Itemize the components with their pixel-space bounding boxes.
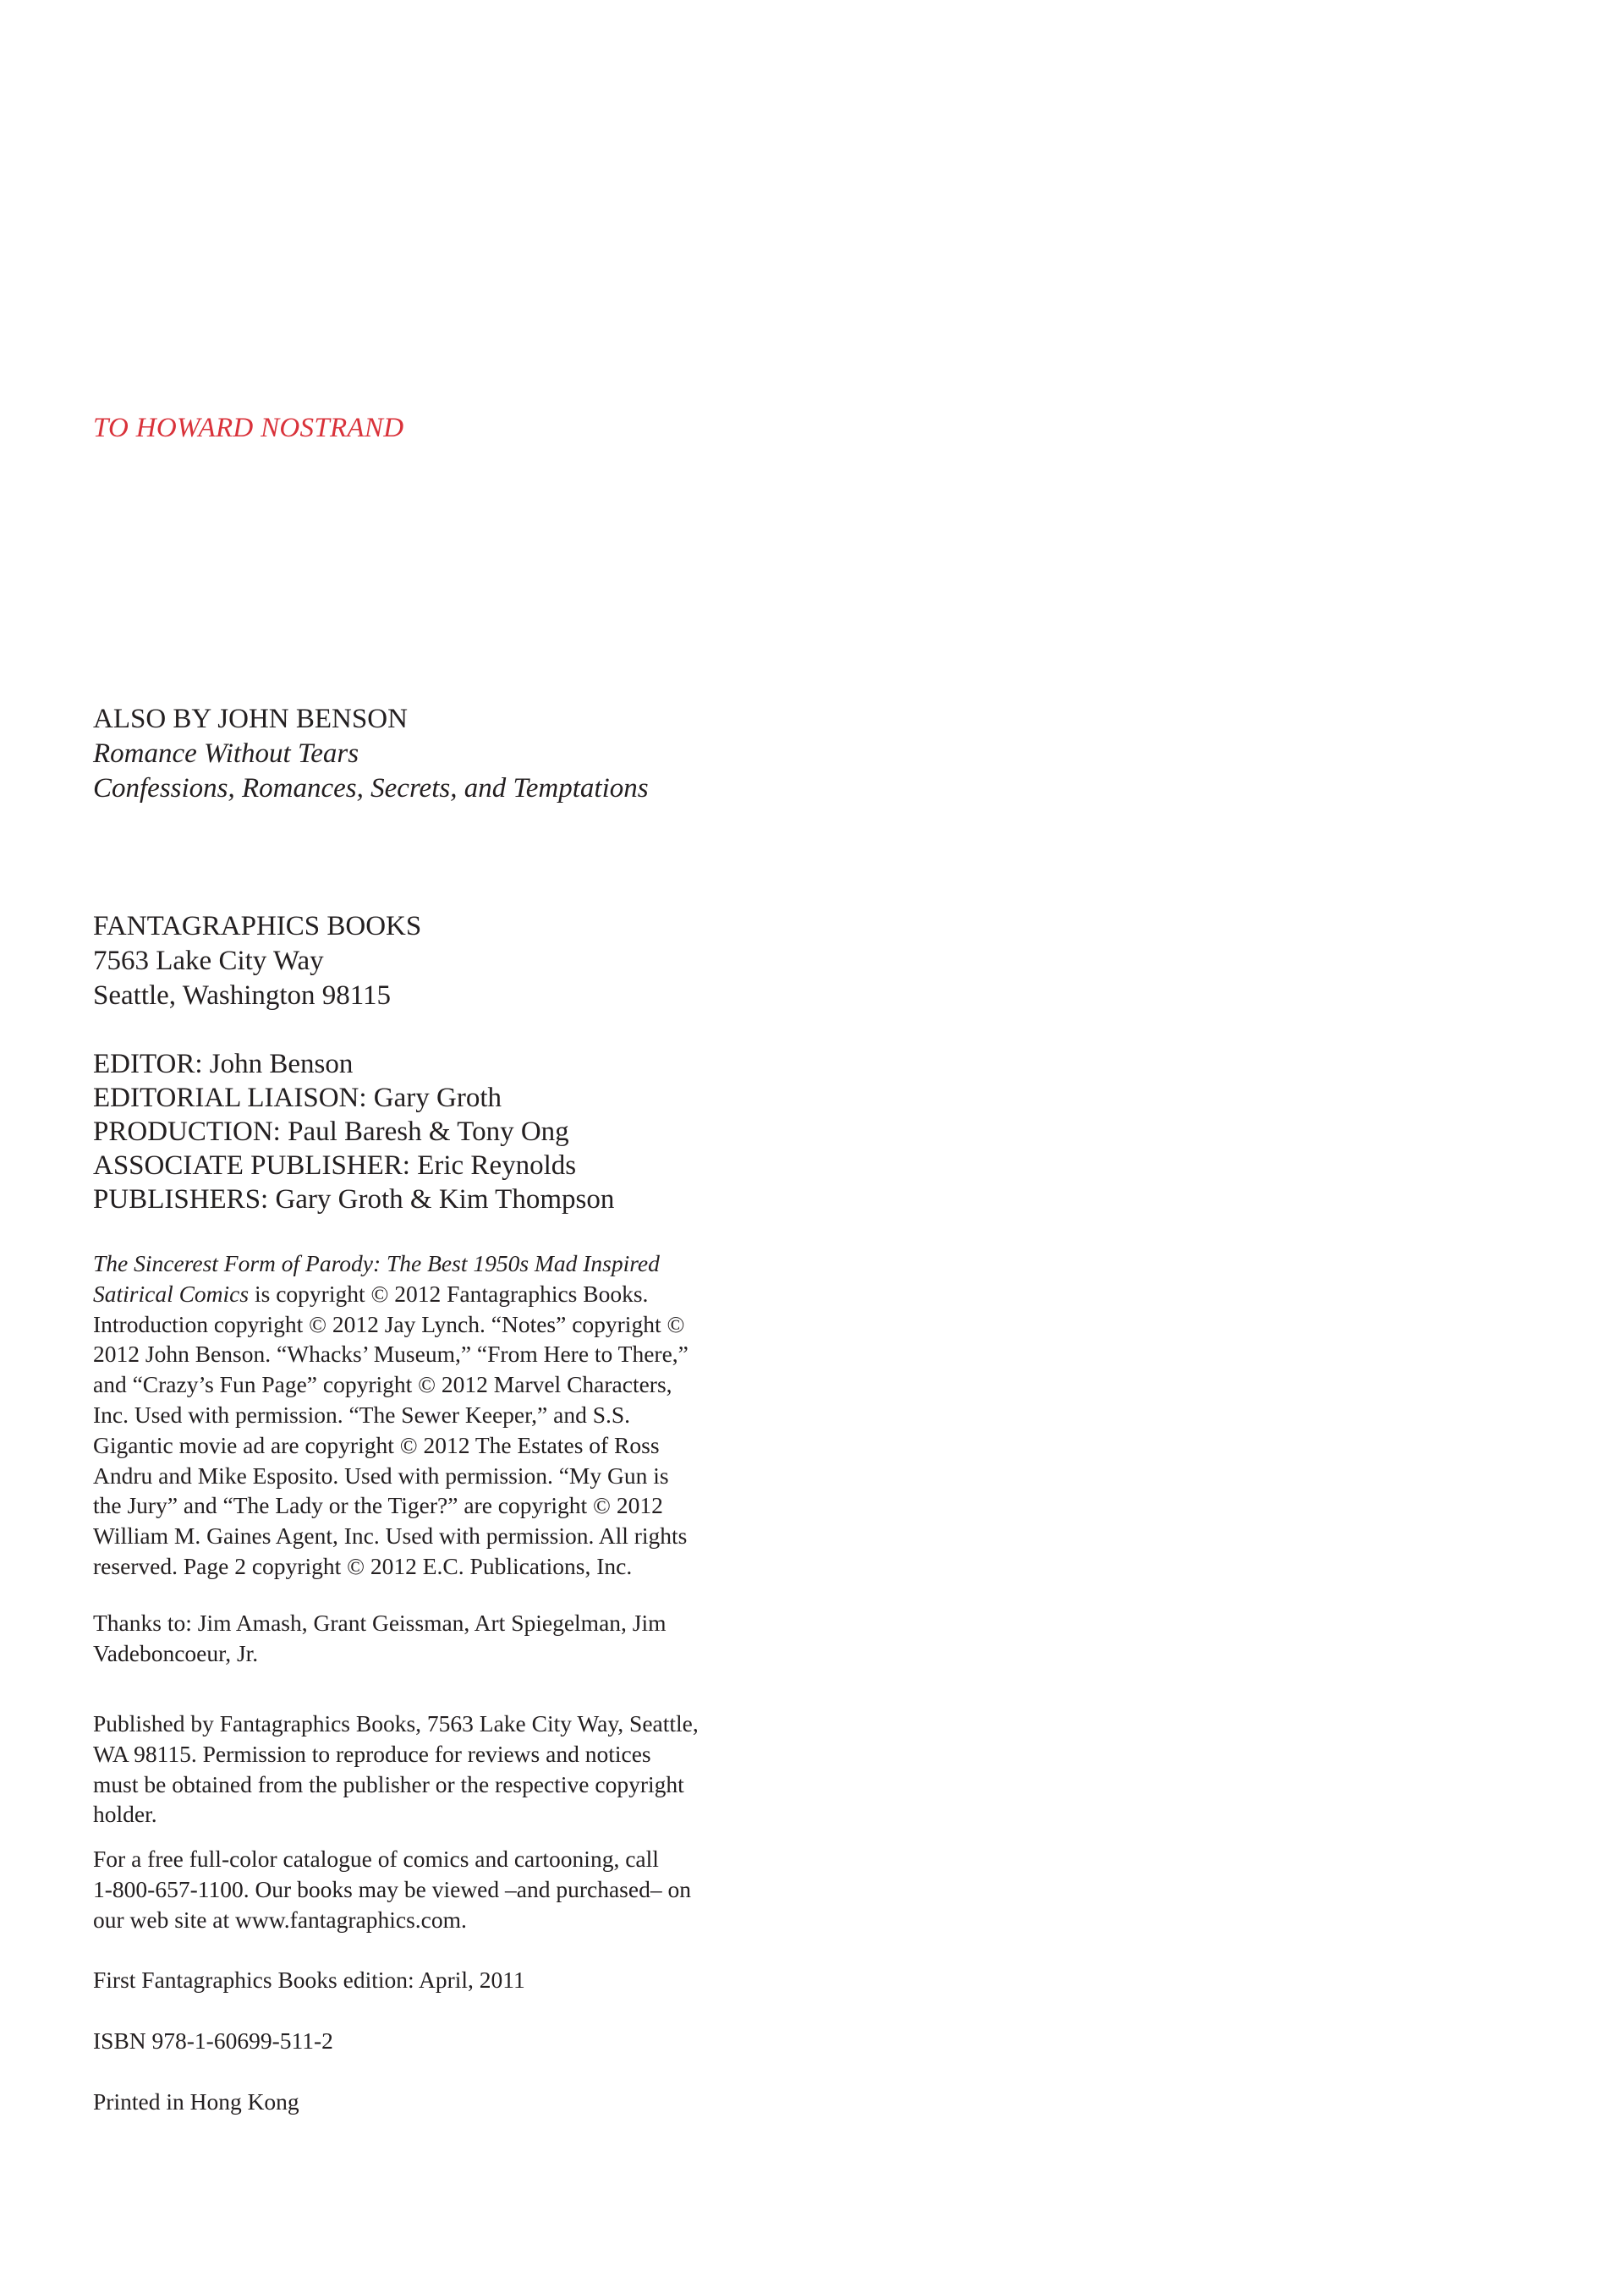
published-by-line: Published by Fantagraphics Books, 7563 Lake City Way, Seattle, [93,1710,699,1737]
also-by-title: Confessions, Romances, Secrets, and Temptations [93,773,649,804]
copyright-line: Andru and Mike Esposito. Used with permission. “My Gun is [93,1462,669,1489]
publisher-street: 7563 Lake City Way [93,946,324,976]
copyright-line: reserved. Page 2 copyright © 2012 E.C. Publications, Inc. [93,1552,633,1579]
publisher-address [93,909,421,1013]
credit-editorial-liaison: EDITORIAL LIAISON: Gary Groth [93,1083,502,1113]
isbn-line: ISBN 978-1-60699-511-2 [93,2027,333,2054]
publisher-name: FANTAGRAPHICS BOOKS [93,911,422,941]
credits-section [93,1047,614,1216]
credit-publishers: PUBLISHERS: Gary Groth & Kim Thompson [93,1184,615,1215]
thanks-line: Vadeboncoeur, Jr. [93,1639,259,1666]
edition-line: First Fantagraphics Books edition: April, 2011 [93,1967,525,1993]
credit-editor: EDITOR: John Benson [93,1049,354,1079]
published-by-line: holder. [93,1801,157,1828]
copyright-line [93,1279,753,1309]
published-by-line: must be obtained from the publisher or the respective copyright [93,1770,684,1797]
thanks-section [93,1608,753,1669]
copyright-line: Gigantic movie ad are copyright © 2012 The Estates of Ross [93,1431,660,1458]
published-by-line: WA 98115. Permission to reproduce for reviews and notices [93,1740,651,1767]
copyright-notice [93,1248,753,1582]
catalogue-line: our web site at www.fantagraphics.com. [93,1906,467,1933]
published-by-section [93,1709,753,1830]
copyright-line: William M. Gaines Agent, Inc. Used with permission. All rights [93,1523,688,1550]
printed-in-line: Printed in Hong Kong [93,2088,299,2115]
copyright-text: is copyright © 2012 Fantagraphics Books. [249,1280,649,1307]
credit-production: PRODUCTION: Paul Baresh & Tony Ong [93,1117,569,1147]
also-by-heading: ALSO BY JOHN BENSON [93,704,408,734]
also-by-title: Romance Without Tears [93,738,359,769]
catalogue-line: 1-800-657-1100. Our books may be viewed –and purchased– on [93,1875,691,1902]
dedication: TO HOWARD NOSTRAND [93,413,404,443]
book-title: The Sincerest Form of Parody: The Best 1950s Mad Inspired [93,1250,660,1276]
publisher-city: Seattle, Washington 98115 [93,980,392,1011]
catalogue-section [93,1844,753,1934]
catalogue-line: For a free full-color catalogue of comics and cartooning, call [93,1846,659,1872]
copyright-line: 2012 John Benson. “Whacks’ Museum,” “From Here to There,” [93,1341,689,1368]
copyright-line: Introduction copyright © 2012 Jay Lynch. “Notes” copyright © [93,1310,685,1337]
copyright-line: and “Crazy’s Fun Page” copyright © 2012 Marvel Characters, [93,1371,672,1398]
also-by-section [93,702,649,806]
thanks-line: Thanks to: Jim Amash, Grant Geissman, Art Spiegelman, Jim [93,1610,667,1636]
book-title: Satirical Comics [93,1280,250,1307]
credit-associate-publisher: ASSOCIATE PUBLISHER: Eric Reynolds [93,1150,577,1181]
copyright-line: Inc. Used with permission. “The Sewer Keeper,” and S.S. [93,1401,631,1428]
copyright-line: the Jury” and “The Lady or the Tiger?” are copyright © 2012 [93,1492,663,1519]
